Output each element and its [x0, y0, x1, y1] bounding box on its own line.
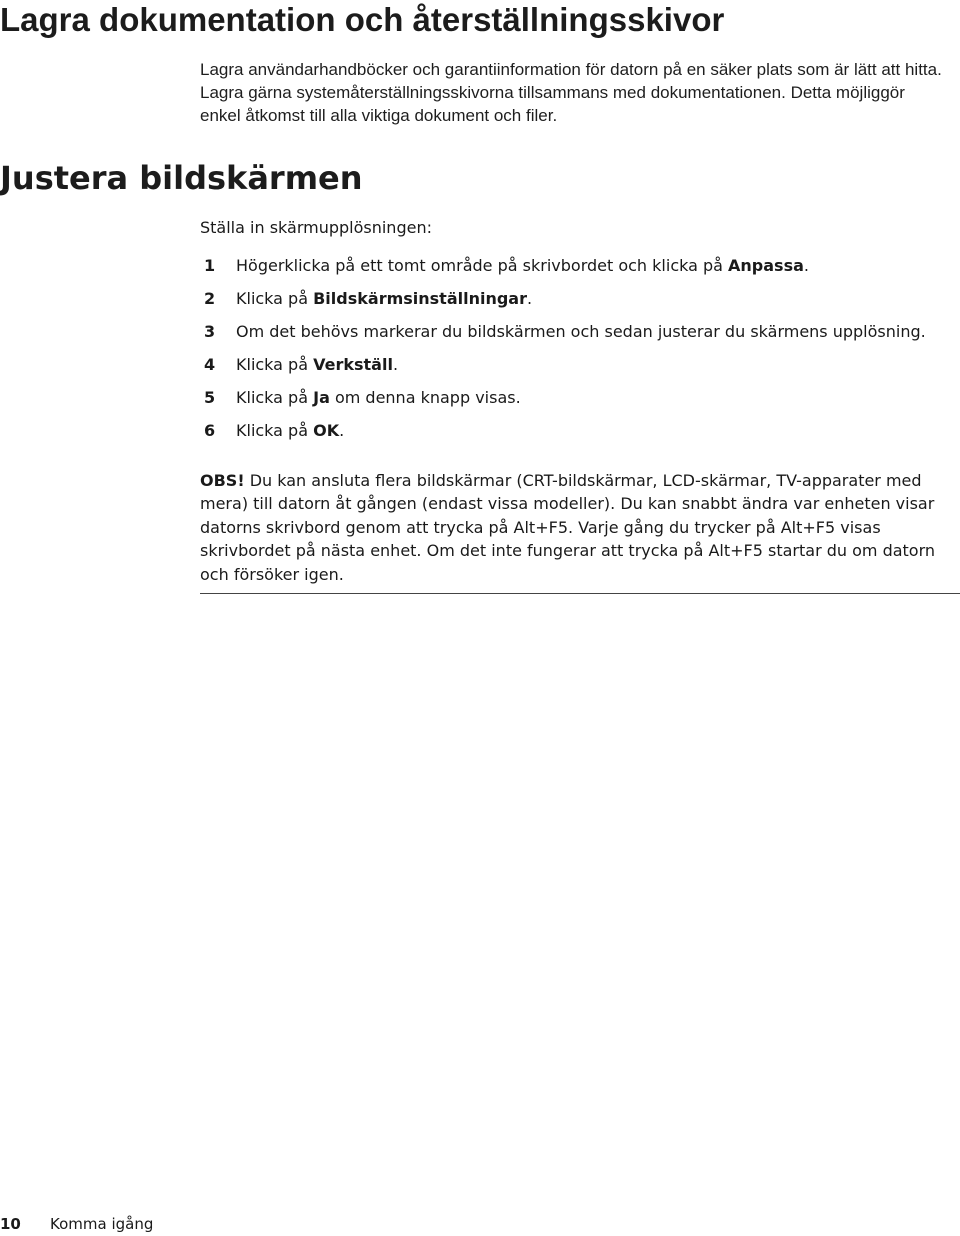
step-number: 2: [204, 289, 216, 308]
step-text: Klicka på OK.: [236, 421, 345, 440]
step-item: [204, 288, 926, 321]
storage-paragraph: Lagra användarhandböcker och garantiinformation för datorn på en säker plats som är lätt att hitta. Lagra gärna systemåterställningsskivorna tillsammans med dokumentationen. Detta möjliggör enkel åtkomst till alla viktiga dokument och filer.: [200, 60, 942, 125]
step-text: Klicka på Bildskärmsinställningar.: [236, 289, 533, 308]
step-item: [204, 387, 926, 420]
step-item: [204, 321, 926, 354]
section-title-display: Justera bildskärmen: [0, 159, 363, 197]
step-text: Klicka på Verkställ.: [236, 355, 399, 374]
note-label: OBS!: [200, 471, 245, 490]
step-number: 4: [204, 355, 216, 374]
page-footer: [0, 1212, 153, 1236]
step-text: Klicka på Ja om denna knapp visas.: [236, 388, 521, 407]
step-text: Om det behövs markerar du bildskärmen och sedan justerar du skärmens upplösning.: [236, 322, 926, 341]
step-number: 1: [204, 256, 216, 275]
page-number: 10: [0, 1215, 21, 1233]
step-item: [204, 420, 926, 453]
step-number: 5: [204, 388, 216, 407]
resolution-steps-list: [204, 255, 926, 453]
resolution-lead-text: Ställa in skärmupplösningen:: [200, 218, 432, 237]
step-ui-term: Verkställ: [313, 355, 393, 374]
step-ui-term: Anpassa: [728, 256, 804, 275]
step-text: Högerklicka på ett tomt område på skrivbordet och klicka på Anpassa.: [236, 256, 809, 275]
note-text: Du kan ansluta flera bildskärmar (CRT-bildskärmar, LCD-skärmar, TV-apparater med mera) till datorn åt gången (endast vissa modeller). Du kan snabbt ändra var enheten visar datorns skrivbord genom att trycka på Alt+F5. Varje gång du trycker på Alt+F5 visas skrivbordet på nästa enhet. Om det inte fungerar att trycka på Alt+F5 startar du om datorn och försöker igen.: [200, 471, 936, 584]
chapter-name: Komma igång: [50, 1215, 154, 1233]
step-ui-term: Bildskärmsinställningar: [313, 289, 527, 308]
step-item: [204, 255, 926, 288]
section-divider: [200, 593, 960, 594]
section-title-storage: Lagra dokumentation och återställningsskivor: [0, 1, 725, 38]
step-number: 6: [204, 421, 216, 440]
step-number: 3: [204, 322, 216, 341]
step-ui-term: OK: [313, 421, 340, 440]
step-ui-term: Ja: [313, 388, 330, 407]
note-paragraph: [200, 469, 958, 586]
step-item: [204, 354, 926, 387]
